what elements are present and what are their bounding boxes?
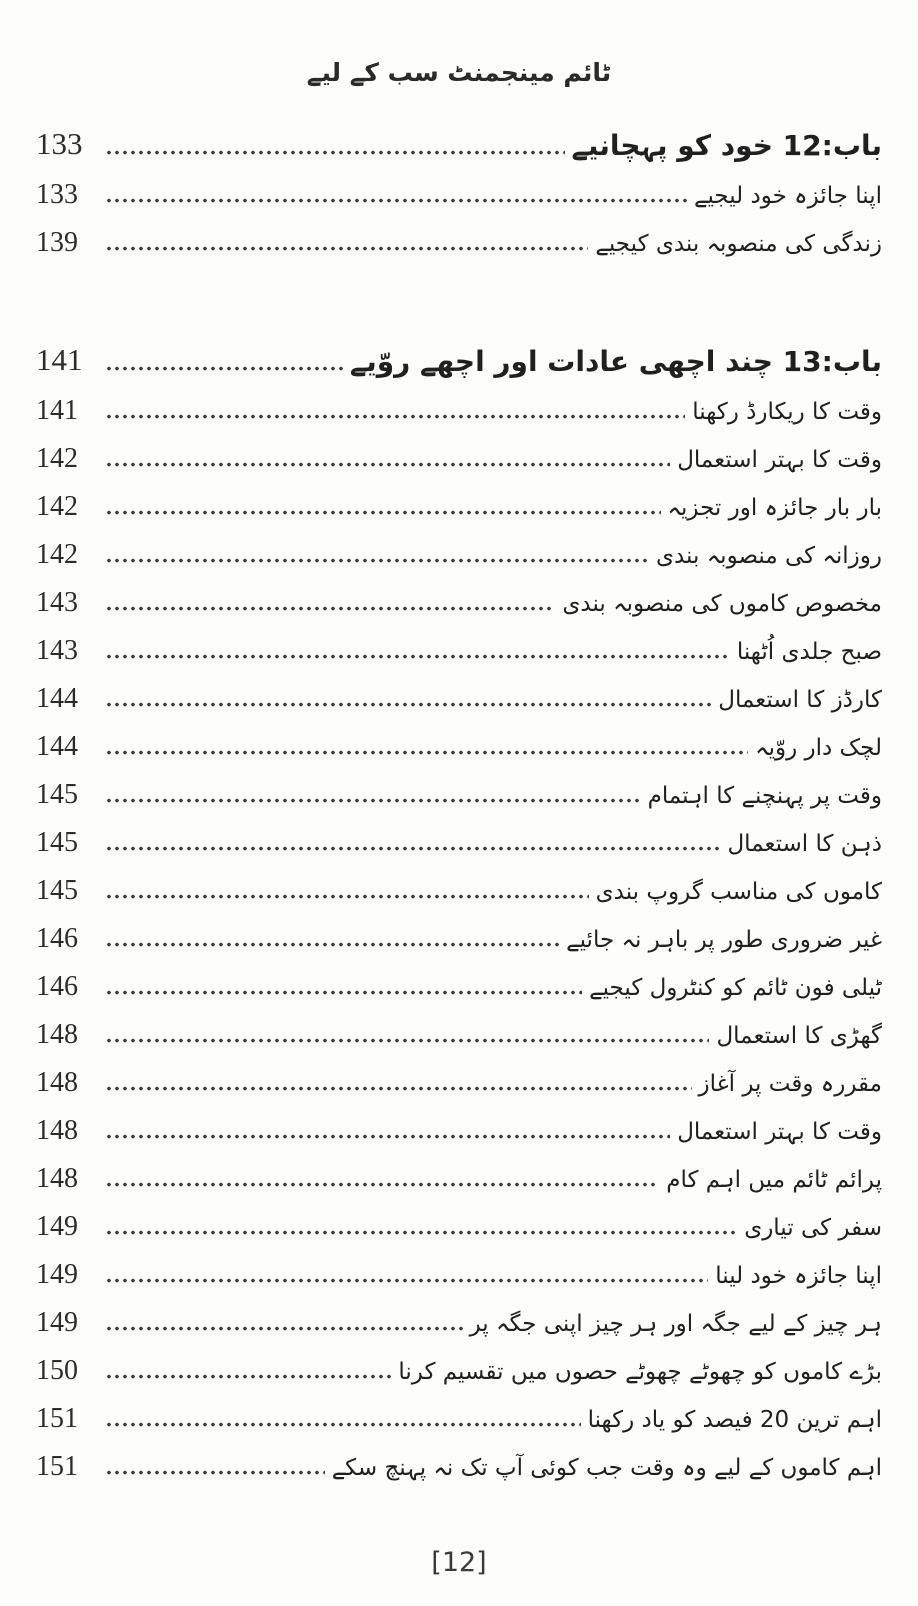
dotted-leader [105, 1278, 708, 1283]
toc-page-number: 151 [36, 1450, 78, 1482]
toc-row [36, 573, 882, 621]
toc-section [36, 109, 882, 261]
toc-page-number: 145 [36, 826, 78, 858]
dotted-leader [105, 246, 588, 251]
toc-row [36, 1293, 882, 1341]
toc-entry-title: ٹیلی فون ٹائم کو کنٹرول کیجیے [589, 975, 882, 1002]
toc-row [36, 1197, 882, 1245]
table-of-contents [36, 109, 882, 1485]
toc-row [36, 1389, 882, 1437]
toc-page-number: 148 [36, 1066, 78, 1098]
toc-entry-title: وقت پر پہنچنے کا اہتمام [647, 783, 882, 810]
folio-page-number: [12] [431, 1547, 487, 1578]
toc-row [36, 717, 882, 765]
dotted-leader [105, 1422, 581, 1427]
toc-row [36, 765, 882, 813]
dotted-leader [105, 990, 582, 995]
toc-page-number: 142 [36, 442, 78, 474]
toc-row [36, 1005, 882, 1053]
dotted-leader [105, 1134, 670, 1139]
toc-page-number: 133 [36, 126, 83, 162]
toc-page-number: 139 [36, 226, 78, 258]
toc-entry-title: کاموں کی مناسب گروپ بندی [595, 879, 882, 906]
toc-entry-title: اپنا جائزہ خود لیجیے [693, 183, 882, 210]
toc-row [36, 477, 882, 525]
toc-page-number: 149 [36, 1258, 78, 1290]
toc-section [36, 325, 882, 1485]
toc-row [36, 1341, 882, 1389]
toc-page-number: 143 [36, 634, 78, 666]
toc-row [36, 325, 882, 381]
toc-row [36, 1101, 882, 1149]
toc-row [36, 909, 882, 957]
dotted-leader [105, 366, 343, 371]
toc-entry-title: باب:12 خود کو پہچانیے [571, 129, 882, 162]
toc-entry-title: اپنا جائزہ خود لینا [715, 1263, 882, 1290]
toc-page-number: 142 [36, 490, 78, 522]
toc-page-number: 141 [36, 394, 78, 426]
dotted-leader [105, 1326, 463, 1331]
toc-page-number: 141 [36, 342, 83, 378]
dotted-leader [105, 1470, 325, 1475]
toc-entry-title: باب:13 چند اچھی عادات اور اچھے روّیے [349, 345, 882, 378]
dotted-leader [105, 1182, 659, 1187]
toc-row [36, 861, 882, 909]
toc-row [36, 669, 882, 717]
dotted-leader [105, 510, 661, 515]
toc-entry-title: پرائم ٹائم میں اہم کام [666, 1167, 882, 1194]
toc-row [36, 109, 882, 165]
toc-entry-title: کارڈز کا استعمال [718, 687, 882, 714]
dotted-leader [105, 558, 649, 563]
toc-page-number: 133 [36, 178, 78, 210]
toc-row [36, 813, 882, 861]
dotted-leader [105, 750, 748, 755]
toc-page-number: 144 [36, 730, 78, 762]
dotted-leader [105, 198, 687, 203]
toc-row [36, 1053, 882, 1101]
toc-row [36, 957, 882, 1005]
dotted-leader [105, 654, 730, 659]
toc-row [36, 621, 882, 669]
toc-entry-title: وقت کا بہتر استعمال [677, 447, 882, 474]
toc-entry-title: لچک دار روّیہ [755, 735, 882, 762]
toc-row [36, 381, 882, 429]
toc-row [36, 1149, 882, 1197]
toc-page-number: 149 [36, 1210, 78, 1242]
toc-page-number: 143 [36, 586, 78, 618]
dotted-leader [105, 606, 555, 611]
toc-entry-title: ہر چیز کے لیے جگہ اور ہر چیز اپنی جگہ پر [469, 1311, 882, 1338]
toc-page-number: 142 [36, 538, 78, 570]
toc-entry-title: غیر ضروری طور پر باہر نہ جائیے [566, 927, 882, 954]
toc-entry-title: وقت کا بہتر استعمال [677, 1119, 882, 1146]
toc-row [36, 525, 882, 573]
dotted-leader [105, 1038, 709, 1043]
toc-row [36, 429, 882, 477]
toc-page-number: 149 [36, 1306, 78, 1338]
toc-entry-title: سفر کی تیاری [744, 1215, 882, 1242]
toc-entry-title: اہم کاموں کے لیے وہ وقت جب کوئی آپ تک نہ پہنچ سکے [331, 1455, 882, 1482]
dotted-leader [105, 462, 670, 467]
toc-page-number: 145 [36, 874, 78, 906]
dotted-leader [105, 414, 685, 419]
dotted-leader [105, 702, 711, 707]
toc-page-number: 146 [36, 922, 78, 954]
dotted-leader [105, 150, 565, 155]
toc-entry-title: روزانہ کی منصوبہ بندی [655, 543, 882, 570]
dotted-leader [105, 798, 641, 803]
toc-entry-title: ذہن کا استعمال [727, 831, 882, 858]
toc-row [36, 213, 882, 261]
toc-entry-title: وقت کا ریکارڈ رکھنا [692, 399, 882, 426]
toc-entry-title: اہم ترین 20 فیصد کو یاد رکھنا [587, 1407, 882, 1434]
toc-entry-title: مقررہ وقت پر آغاز [698, 1071, 882, 1098]
toc-entry-title: گھڑی کا استعمال [716, 1023, 882, 1050]
dotted-leader [105, 846, 720, 851]
dotted-leader [105, 1230, 737, 1235]
toc-page-number: 150 [36, 1354, 78, 1386]
toc-entry-title: مخصوص کاموں کی منصوبہ بندی [562, 591, 882, 618]
toc-page-number: 151 [36, 1402, 78, 1434]
toc-page-number: 144 [36, 682, 78, 714]
toc-entry-title: صبح جلدی اُٹھنا [736, 639, 882, 666]
dotted-leader [105, 1374, 391, 1379]
toc-page-number: 146 [36, 970, 78, 1002]
toc-row [36, 165, 882, 213]
toc-entry-title: بار بار جائزہ اور تجزیہ [667, 495, 882, 522]
toc-row [36, 1437, 882, 1485]
toc-page-number: 148 [36, 1162, 78, 1194]
dotted-leader [105, 942, 559, 947]
book-title-header: ٹائم مینجمنٹ سب کے لیے [306, 58, 612, 87]
toc-entry-title: زندگی کی منصوبہ بندی کیجیے [595, 231, 882, 258]
toc-entry-title: بڑے کاموں کو چھوٹے چھوٹے حصوں میں تقسیم کرنا [398, 1359, 882, 1386]
toc-row [36, 1245, 882, 1293]
dotted-leader [105, 1086, 692, 1091]
toc-page-number: 145 [36, 778, 78, 810]
toc-page-number: 148 [36, 1018, 78, 1050]
dotted-leader [105, 894, 589, 899]
toc-page-number: 148 [36, 1114, 78, 1146]
